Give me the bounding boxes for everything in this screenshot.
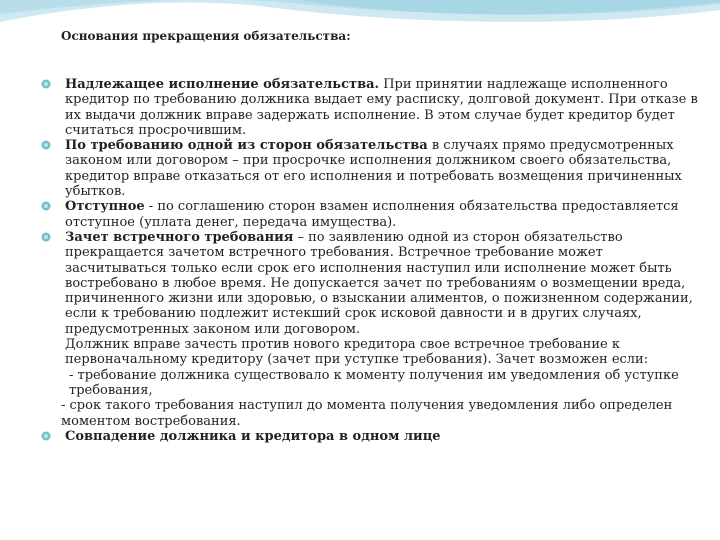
bullet-icon: [41, 232, 51, 242]
item-heading: Надлежащее исполнение обязательства.: [65, 77, 380, 92]
list-item: [40, 77, 700, 138]
bullet-icon: [41, 140, 51, 150]
item-text: – по заявлению одной из сторон обязательство прекращается зачетом встречного требования. Встречное требование может засчитываться только если срок его исполнения наступил или исполнение может быть востребовано в любое время. Не допускается зачет по требованиям о возмещении вреда, причиненного жизни или здоровью, о взыскании алиментов, о пожизненном содержании, если к требованию подлежит истекший срок исковой давности и в других случаях, предусмотренных законом или договором.: [65, 229, 693, 337]
slide-content: [40, 77, 700, 444]
bullet-icon: [41, 79, 51, 89]
offset-condition-2: - срок такого требования наступил до момента получения уведомления либо определен моментом востребования.: [61, 398, 673, 429]
list-item: [40, 138, 700, 199]
item-text: При принятии надлежаще исполненного кредитор по требованию должника выдает ему расписку, долговой документ. При отказе в их выдачи должник вправе задержать исполнение. В этом случае будет кредитор будет считаться просрочившим.: [65, 77, 698, 138]
item-heading: По требованию одной из сторон обязательства: [65, 138, 428, 154]
bullet-icon: [41, 431, 51, 441]
list-item: [40, 230, 700, 337]
item-heading: Совпадение должника и кредитора в одном лице: [65, 428, 441, 444]
list-item: [40, 429, 700, 444]
list-item: [40, 199, 700, 230]
offset-condition-1: - требование должника существовало к моменту получения им уведомления об уступке требования,: [69, 367, 679, 398]
item-heading: Зачет встречного требования: [65, 229, 294, 245]
offset-paragraph: Должник вправе зачесть против нового кредитора свое встречное требование к первоначальному кредитору (зачет при уступке требования). Зачет возможен если:: [65, 337, 649, 368]
slide-title: Основания прекращения обязательства:: [61, 29, 351, 43]
bullet-icon: [41, 201, 51, 211]
item-text: в случаях прямо предусмотренных законом или договором – при просрочке исполнения должником своего обязательства, кредитор вправе отказаться от его исполнения и потребовать возмещения причиненных убытков.: [65, 138, 682, 200]
item-text: - по соглашению сторон взамен исполнения обязательства предоставляется отступное (уплата денег, передача имущества).: [65, 199, 679, 230]
item-heading: Отступное: [65, 199, 145, 215]
